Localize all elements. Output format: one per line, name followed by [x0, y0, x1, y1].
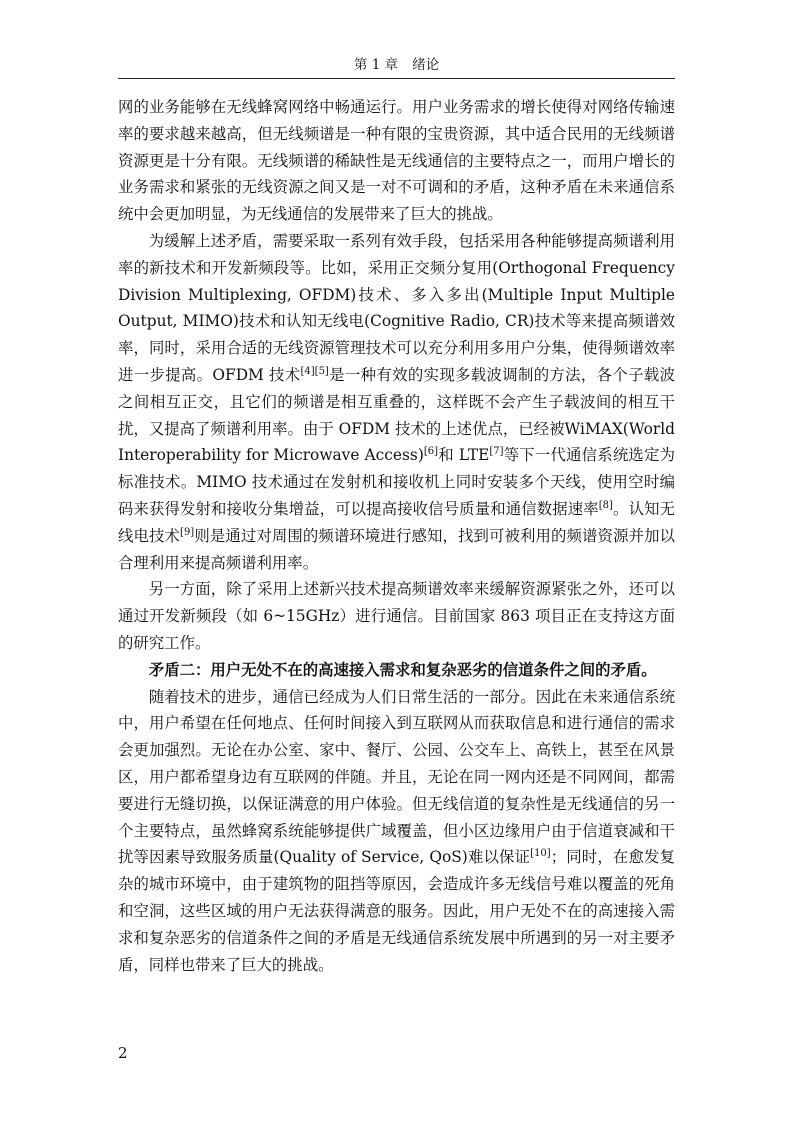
- text-run: 随着技术的进步，通信已经成为人们日常生活的一部分。因此在未来通信系统中，用户希望在任何地点、任何时间接入到互联网从而获取信息和进行通信的需求会更加强烈。无论在办公室、家中、餐厅、公园、公交车上、高铁上，甚至在风景区，用户都希望身边有互联网的伴随。并且，无论在同一网内还是不同网间，都需要进行无缝切换，以保证满意的用户体验。但无线信道的复杂性是无线通信的另一个主要特点，虽然蜂窝系统能够提供广域覆盖，但小区边缘用户由于信道衰减和干扰等因素导致服务质量(Quality of Service, QoS)难以保证: [118, 687, 675, 867]
- paragraph: 网的业务能够在无线蜂窝网络中畅通运行。用户业务需求的增长使得对网络传输速率的要求越来越高，但无线频谱是一种有限的宝贵资源，其中适合民用的无线频谱资源更是十分有限。无线频谱的稀缺性是无线通信的主要特点之一，而用户增长的业务需求和紧张的无线资源之间又是一对不可调和的矛盾，这种矛盾在未来通信系统中会更加明显，为无线通信的发展带来了巨大的挑战。: [118, 98, 675, 224]
- citation-ref: [4][5]: [300, 365, 329, 377]
- header-title: 绪论: [412, 57, 440, 73]
- citation-ref: [10]: [530, 848, 551, 860]
- paragraph: 另一方面，除了采用上述新兴技术提高频谱效率来缓解资源紧张之外，还可以通过开发新频段（如 6~15GHz）进行通信。目前国家 863 项目正在支持这方面的研究工作。: [118, 580, 675, 652]
- citation-ref: [6]: [423, 446, 438, 458]
- text-run: ；同时，在愈发复杂的城市环境中，由于建筑物的阻挡等原因，会造成许多无线信号难以覆盖的死角和空洞，这些区域的用户无法获得满意的服务。因此，用户无处不在的高速接入需求和复杂恶劣的信道条件之间的矛盾是无线通信系统发展中所遇到的另一对主要矛盾，同样也带来了巨大的挑战。: [118, 848, 675, 974]
- paragraph: [118, 228, 675, 576]
- text-run: 。认知无线电技术: [118, 499, 675, 545]
- text-run: 等下一代通信系统选定为标准技术。MIMO 技术通过在发射机和接收机上同时安装多个天线，使用空时编码来获得发射和接收分集增益，可以提高接收信号质量和通信数据速率: [118, 446, 675, 518]
- citation-ref: [9]: [180, 526, 195, 538]
- paragraph: [118, 684, 675, 979]
- page-number: 2: [118, 1044, 128, 1062]
- citation-ref: [8]: [598, 499, 613, 511]
- running-header: [118, 56, 675, 79]
- text-run: 为缓解上述矛盾，需要采取一系列有效手段，包括采用各种能够提高频谱利用率的新技术和开发新频段等。比如，采用正交频分复用(Orthogonal Frequency Division Multiplexing, OFDM)技术、多入多出(Multiple Input Multiple Output, MIMO)技术和认知无线电(Cognitive Radio, CR)技术等来提高频谱效率，同时，采用合适的无线资源管理技术可以充分利用多用户分集，使得频谱效率进一步提高。OFDM 技术: [118, 231, 675, 384]
- text-run: 和 LTE: [438, 446, 490, 465]
- text-run: 是一种有效的实现多载波调制的方法，各个子载波之间相互正交，且它们的频谱是相互重叠的，这样既不会产生子载波间的相互干扰，又提高了频谱利用率。由于 OFDM 技术的上述优点，已经被WiMAX(World Interoperability for Microwave Access): [118, 365, 675, 465]
- header-chapter: 第 1 章: [353, 57, 399, 73]
- text-run: 则是通过对周围的频谱环境进行感知，找到可被利用的频谱资源并加以合理利用来提高频谱利用率。: [118, 526, 675, 572]
- citation-ref: [7]: [489, 446, 504, 458]
- body-text: [118, 94, 675, 978]
- section-heading: 矛盾二：用户无处不在的高速接入需求和复杂恶劣的信道条件之间的矛盾。: [148, 660, 657, 679]
